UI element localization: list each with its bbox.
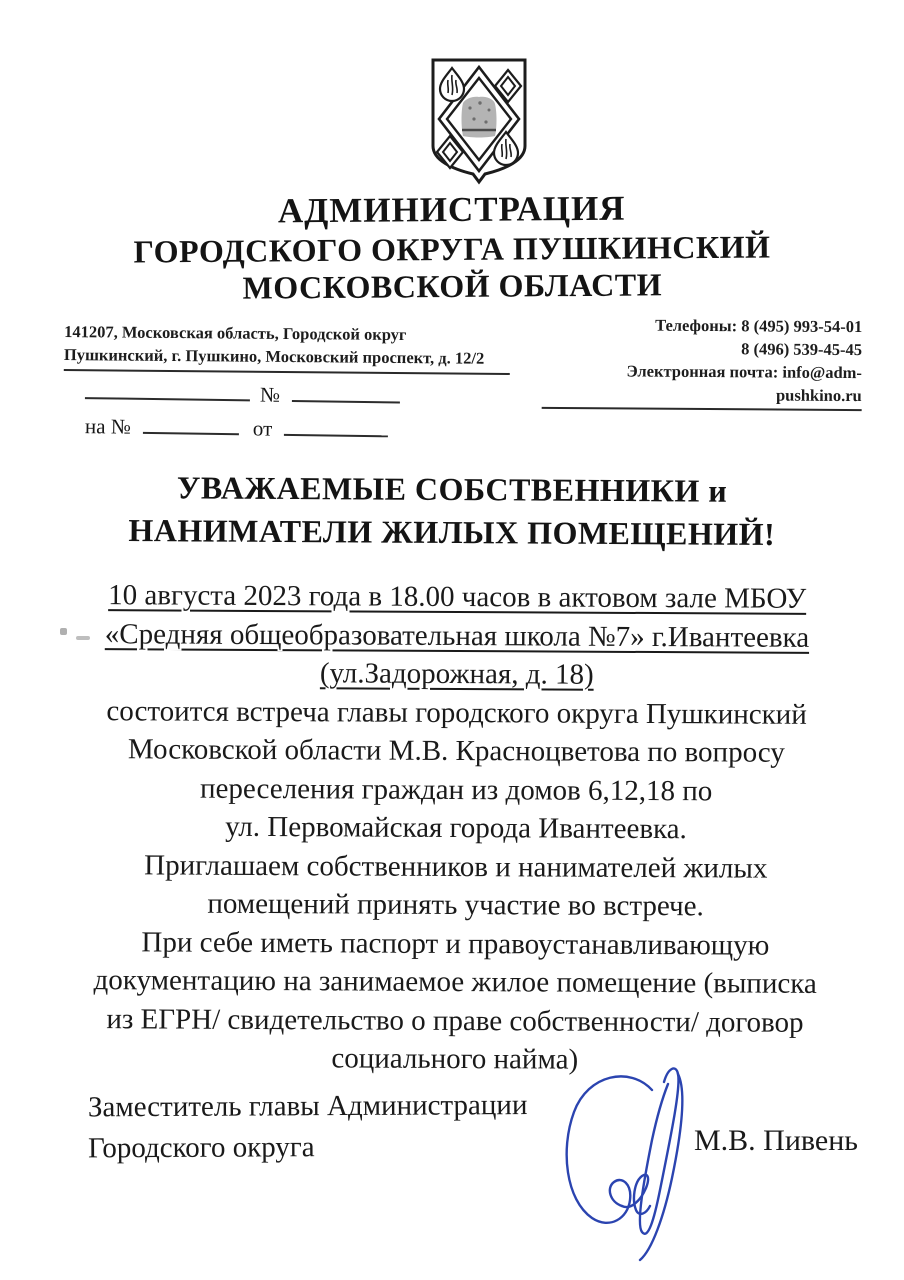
ot-label: от: [252, 416, 273, 441]
letter-title: [52, 466, 853, 557]
body-line: При себе иметь паспорт и правоустанавливающую: [141, 925, 770, 962]
body-line: документацию на занимаемое жилое помещение (выписка: [93, 964, 817, 1000]
org-name-line3: МОСКОВСКОЙ ОБЛАСТИ: [242, 266, 663, 306]
outgoing-date-blank: [85, 379, 250, 401]
email-line: Электронная почта: info@adm-pushkino.ru: [626, 361, 862, 406]
outgoing-number-blank: [292, 382, 400, 404]
incoming-date-blank: [284, 416, 388, 437]
address-line1: 141207, Московская область, Городской округ: [64, 322, 407, 345]
outgoing-ref-row: [85, 379, 505, 411]
org-name-line2: ГОРОДСКОГО ОКРУГА ПУШКИНСКИЙ: [133, 228, 771, 270]
body-line: из ЕГРН/ свидетельство о праве собственности/ договор: [106, 1002, 804, 1039]
body-line: Московской области М.В. Красноцветова по вопросу: [127, 733, 785, 769]
body-line: Приглашаем собственников и нанимателей жилых: [144, 848, 768, 885]
phone-line1: Телефоны: 8 (495) 993-54-01: [655, 315, 863, 337]
contacts: [542, 313, 863, 411]
body-underlined-line: (ул.Задорожная, д. 18): [319, 657, 594, 691]
title-line2: НАНИМАТЕЛИ ЖИЛЫХ ПОМЕЩЕНИЙ!: [128, 512, 776, 552]
no-label: №: [259, 382, 281, 407]
org-name-line1: АДМИНИСТРАЦИЯ: [277, 188, 626, 231]
signer-position-line2: Городского округа: [88, 1131, 315, 1165]
incoming-ref-row: [85, 413, 505, 445]
body-line: помещений принять участие во встрече.: [207, 887, 704, 923]
body-line: состоится встреча главы городского округа Пушкинский: [106, 694, 807, 731]
signer-position-line1: Заместитель главы Администрации: [87, 1089, 528, 1124]
signer-position: [88, 1085, 608, 1170]
incoming-number-blank: [143, 414, 239, 435]
handwritten-signature: [552, 1060, 702, 1265]
signer-name: М.В. Пивень: [694, 1124, 858, 1157]
body-line: социального найма): [331, 1042, 579, 1076]
letter-body: [55, 576, 858, 1081]
org-header: [52, 187, 853, 308]
coat-of-arms-icon: [428, 56, 530, 186]
address-line2: Пушкинский, г. Пушкино, Московский проспект, д. 12/2: [63, 345, 485, 368]
body-line: переселения граждан из домов 6,12,18 по: [199, 772, 713, 807]
title-line1: УВАЖАЕМЫЕ СОБСТВЕННИКИ и: [176, 469, 728, 509]
body-line: ул. Первомайская города Ивантеевка.: [225, 810, 687, 846]
postal-address: [64, 320, 510, 375]
body-underlined-line: «Средняя общеобразовательная школа №7» г.Ивантеевка: [104, 617, 810, 654]
body-underlined-line: 10 августа 2023 года в 18.00 часов в актовом зале МБОУ: [108, 579, 807, 615]
na-no-label: на №: [84, 414, 132, 439]
phone-line2: 8 (496) 539-45-45: [741, 339, 863, 360]
